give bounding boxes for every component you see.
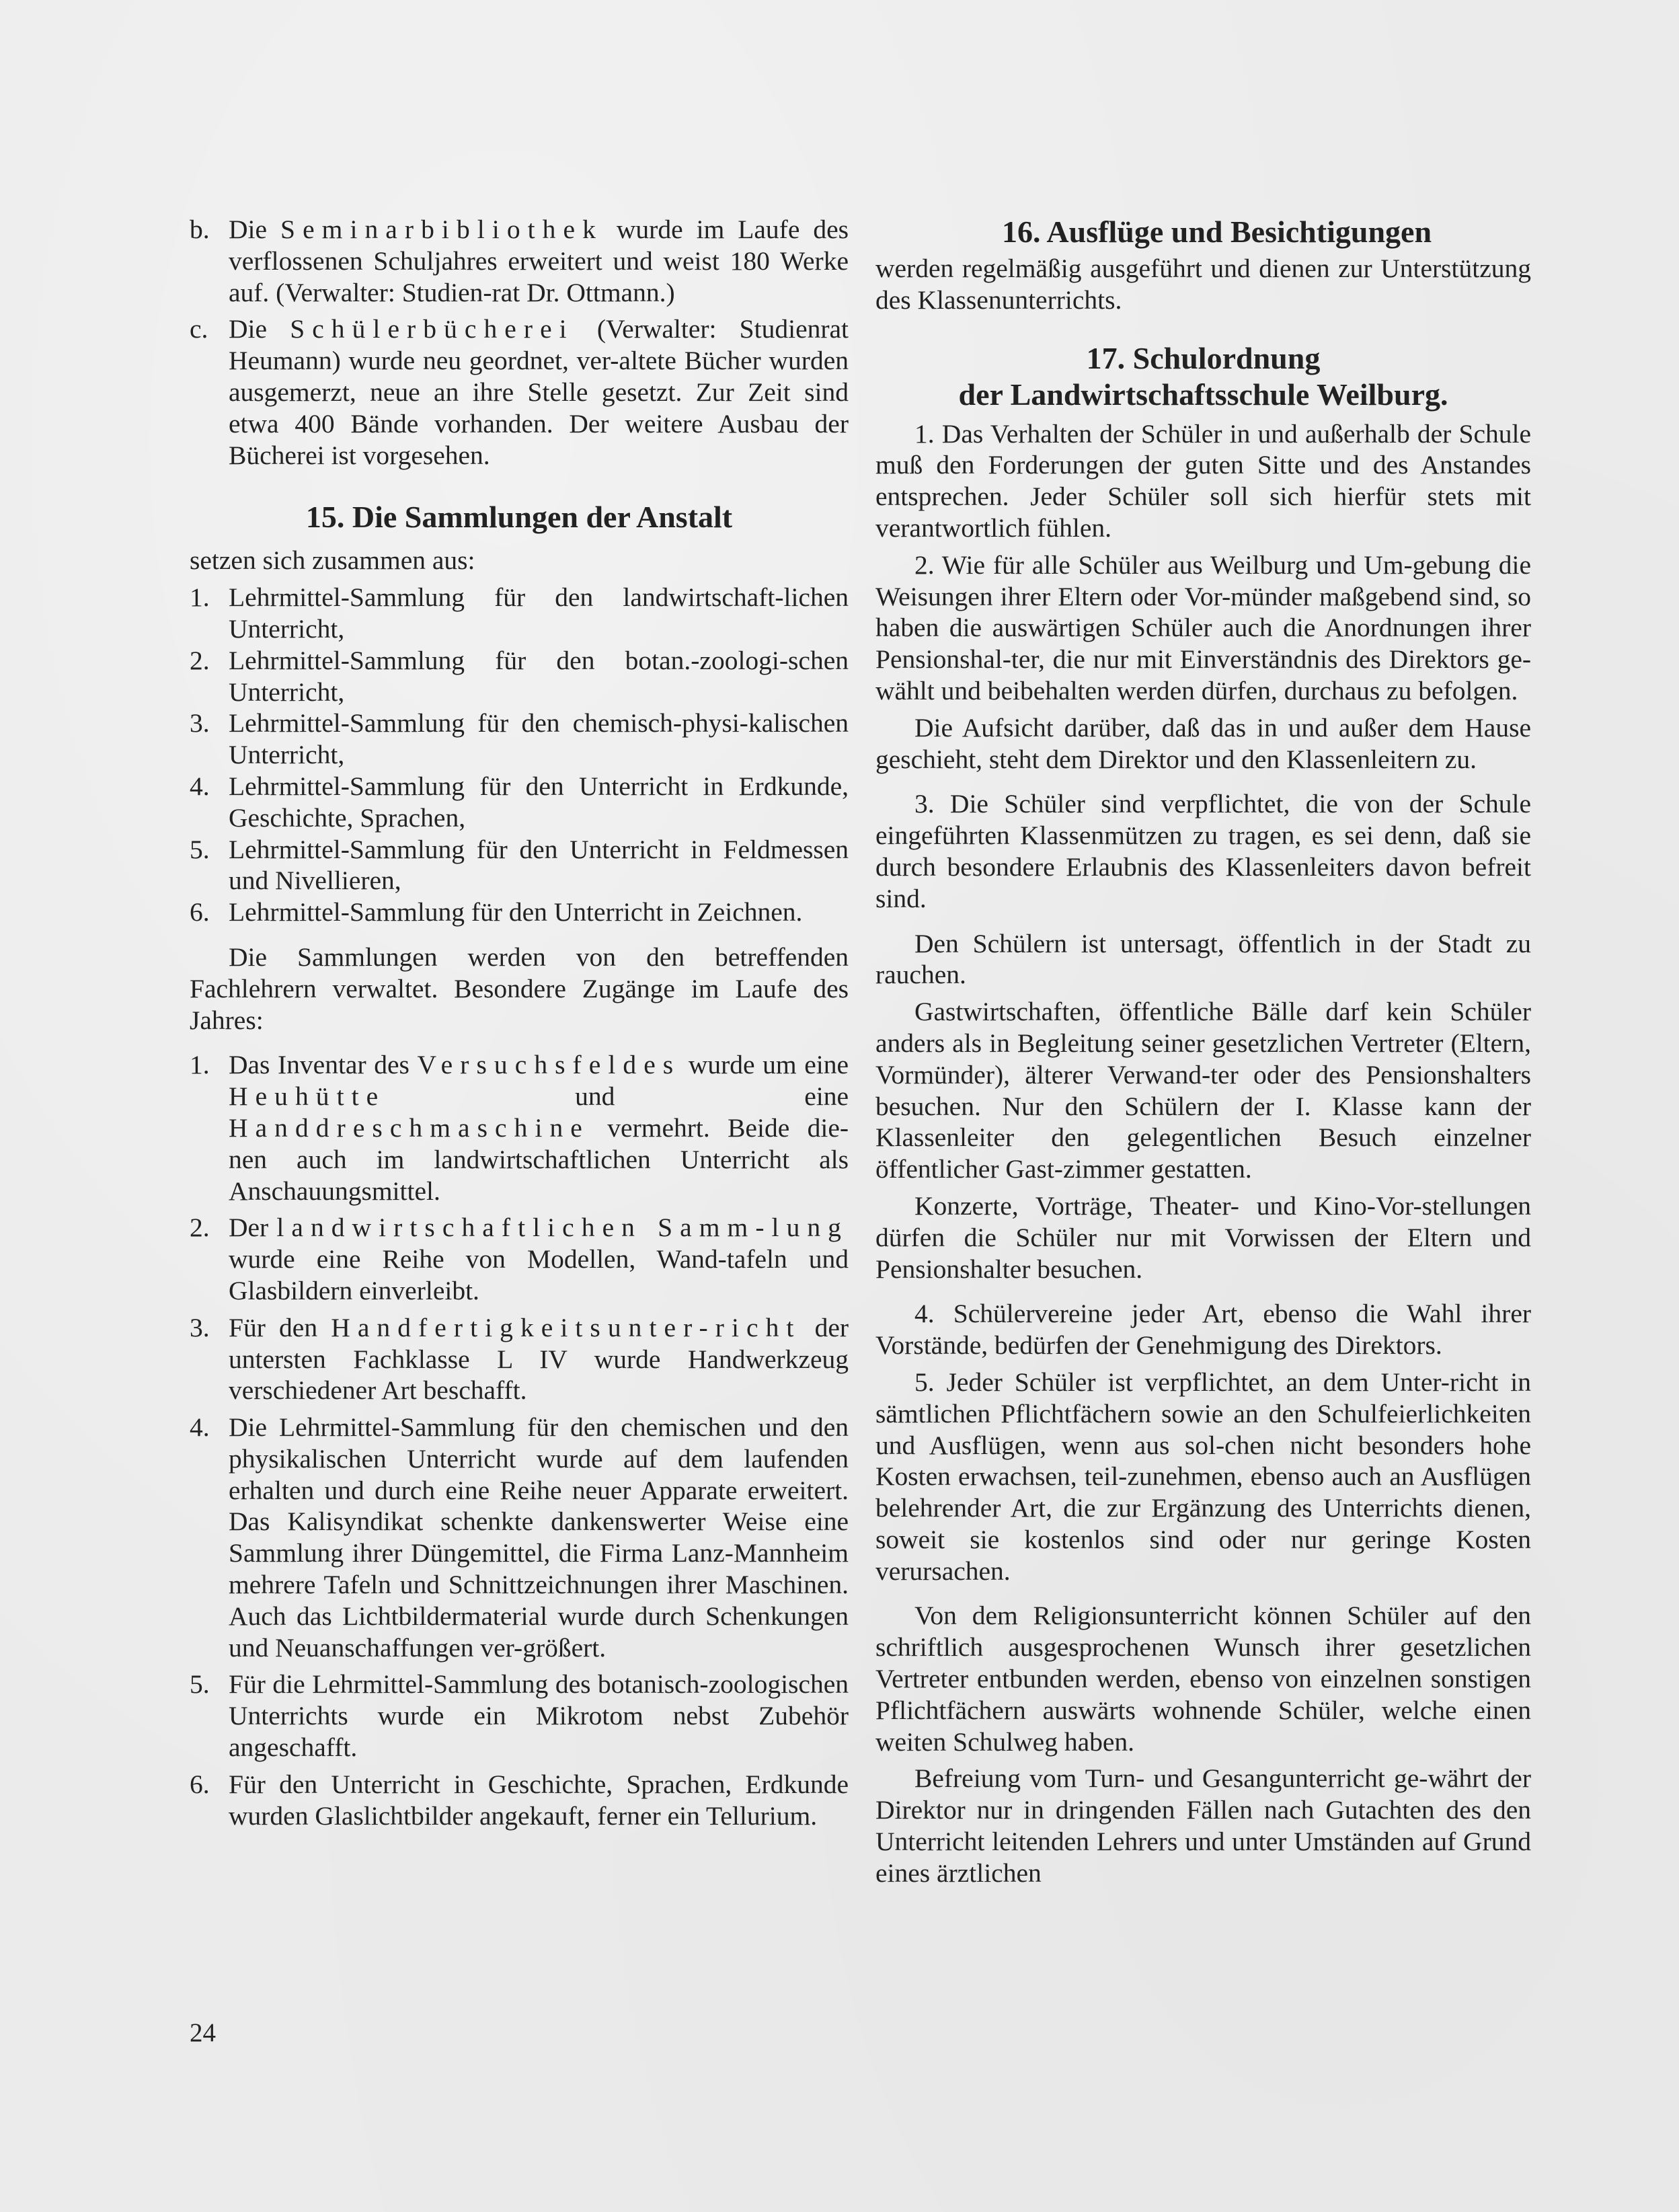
list-text: Lehrmittel-Sammlung für den landwirtschaft-lichen Unterricht, — [229, 582, 849, 644]
additions-list — [190, 1049, 849, 1831]
rule-paragraph: 5. Jeder Schüler ist verpflichtet, an dem Unter-richt in sämtlichen Pflichtfächern sowie an den Schulfeierlichkeiten und Ausflügen, wenn aus sol-chen nicht besonders hohe Kosten erwachsen, teil-zunehmen, ebenso auch an Ausflügen belehrender Art, die zur Ergänzung des Unterrichts dienen, soweit sie kostenlos sind oder nur geringe Kosten verursachen. — [875, 1367, 1531, 1586]
section-17-subheading: der Landwirtschaftsschule Weilburg. — [958, 377, 1448, 412]
list-item — [190, 1212, 849, 1306]
item-b-seminarbibliothek — [190, 214, 849, 308]
item-label: b. — [190, 215, 210, 244]
section-16-text: werden regelmäßig ausgeführt und dienen zur Unterstützung des Klassenunterrichts. — [875, 254, 1531, 315]
list-item — [190, 1769, 849, 1832]
list-number: 6. — [190, 1769, 210, 1799]
list-number: 5. — [190, 834, 210, 864]
right-column — [875, 214, 1531, 1889]
list-text: vermehrt. Beide die-nen auch im landwirtschaftlichen Unterricht als Anschauungsmittel. — [229, 1112, 849, 1206]
list-number: 1. — [190, 1050, 210, 1080]
spaced-term: Handfertigkeitsunter-richt — [331, 1312, 802, 1342]
list-number: 2. — [190, 645, 210, 675]
item-c-schuelerbuecherei — [190, 313, 849, 471]
list-item — [190, 1312, 849, 1406]
list-number: 6. — [190, 897, 210, 927]
spaced-term: Handdreschmaschine — [229, 1112, 590, 1143]
list-text: Für den — [229, 1312, 318, 1342]
collections-paragraph: Die Sammlungen werden von den betreffenden Fachlehrern verwaltet. Besondere Zugänge im Laufe des Jahres: — [190, 942, 849, 1035]
list-text: Lehrmittel-Sammlung für den botan.-zoologi-schen Unterricht, — [229, 645, 849, 707]
list-item — [190, 582, 849, 645]
rule-paragraph: Gastwirtschaften, öffentliche Bälle darf kein Schüler anders als in Begleitung seiner gesetzlichen Vertreter (Eltern, Vormünder), älterer Verwand-ter oder des Pensionshalters besuchen. Nur den Schülern der I. Klasse kann der Klassenleiter den gelegentlichen Besuch einzelner öffentlicher Gast-zimmer gestatten. — [875, 997, 1531, 1184]
list-item — [190, 1049, 849, 1207]
list-number: 4. — [190, 771, 210, 801]
list-number: 4. — [190, 1412, 210, 1443]
list-number: 5. — [190, 1669, 210, 1700]
item-label: c. — [190, 314, 208, 344]
rule-paragraph: 4. Schülervereine jeder Art, ebenso die Wahl ihrer Vorstände, bedürfen der Genehmigung des Direktors. — [875, 1299, 1531, 1361]
list-text: Das Inventar des — [229, 1050, 409, 1080]
list-number: 3. — [190, 708, 210, 738]
spaced-term: Versuchsfeldes — [417, 1050, 681, 1080]
spaced-term: Heuhütte — [229, 1081, 386, 1112]
list-item — [190, 1669, 849, 1763]
spaced-term: Schülerbücherei — [290, 314, 574, 344]
rule-paragraph: Den Schülern ist untersagt, öffentlich in der Stadt zu rauchen. — [875, 928, 1531, 990]
list-text: wurde um eine — [688, 1050, 849, 1080]
rule-paragraph: Die Aufsicht darüber, daß das in und außer dem Hause geschieht, steht dem Direktor und den Klassenleitern zu. — [875, 712, 1531, 774]
rule-paragraph: Befreiung vom Turn- und Gesangunterricht ge-währt der Direktor nur in dringenden Fällen nach Gutachten des den Unterricht leitenden Lehrers und unter Umständen auf Grund eines ärztlichen — [875, 1763, 1531, 1888]
list-number: 3. — [190, 1312, 210, 1342]
item-text: wurde im Laufe des verflossenen Schuljahres erweitert und weist 180 Werke auf. (Verwalter: Studien-rat Dr. Ottmann.) — [229, 215, 849, 307]
list-item — [190, 834, 849, 897]
spaced-term: landwirtschaftlichen Samm-lung — [276, 1213, 849, 1243]
page-number: 24 — [190, 2018, 216, 2047]
list-item — [190, 645, 849, 708]
list-item — [190, 771, 849, 834]
item-lead: Die — [229, 314, 268, 344]
list-text: Lehrmittel-Sammlung für den Unterricht in Zeichnen. — [229, 897, 803, 927]
list-text: Für die Lehrmittel-Sammlung des botanisch-zoologischen Unterrichts wurde ein Mikrotom nebst Zubehör angeschafft. — [229, 1669, 849, 1763]
item-text: (Verwalter: Studienrat Heumann) wurde neu geordnet, ver-altete Bücher wurden ausgemerzt, neue an ihre Stelle gesetzt. Zur Zeit sind etwa 400 Bände vorhanden. Der weitere Ausbau der Bücherei ist vorgesehen. — [229, 314, 849, 470]
list-text: Lehrmittel-Sammlung für den chemisch-physi-kalischen Unterricht, — [229, 708, 849, 770]
section-15-heading: 15. Die Sammlungen der Anstalt — [305, 500, 733, 535]
list-text: wurde eine Reihe von Modellen, Wand-tafeln und Glasbildern einverleibt. — [229, 1244, 849, 1305]
rule-paragraph: Von dem Religionsunterricht können Schüler auf den schriftlich ausgesprochenen Wunsch ihrer gesetzlichen Vertreter entbunden werden, ebenso von einzelnen sonstigen Pflichtfächern auswärts wohnende Schüler, welche einen weiten Schulweg haben. — [875, 1601, 1531, 1757]
list-text: Der — [229, 1213, 269, 1243]
list-text: Lehrmittel-Sammlung für den Unterricht in Erdkunde, Geschichte, Sprachen, — [229, 771, 849, 833]
list-text: Die Lehrmittel-Sammlung für den chemischen und den physikalischen Unterricht wurde auf dem laufenden erhalten und durch eine Reihe neuer Apparate erweitert. Das Kalisyndikat schenkte dankenswerter Weise eine Sammlung ihrer Düngemittel, die Firma Lanz-Mannheim mehrere Tafeln und Schnittzeichnungen ihrer Maschinen. Auch das Lichtbildermaterial wurde durch Schenkungen und Neuanschaffungen ver-größert. — [229, 1412, 849, 1663]
list-text: und eine — [575, 1081, 849, 1112]
list-number: 1. — [190, 582, 210, 613]
section-15-intro: setzen sich zusammen aus: — [190, 545, 475, 576]
rule-paragraph: 1. Das Verhalten der Schüler in und außerhalb der Schule muß den Forderungen der guten Sitte und des Anstandes entsprechen. Jeder Schüler soll sich hierfür stets mit verantwortlich fühlen. — [875, 418, 1531, 543]
list-text: der untersten Fachklasse L IV wurde Handwerkzeug verschiedener Art beschafft. — [229, 1312, 849, 1406]
section-16-heading: 16. Ausflüge und Besichtigungen — [1001, 215, 1432, 249]
spaced-term: Seminarbibliothek — [280, 215, 603, 244]
list-number: 2. — [190, 1213, 210, 1243]
left-column — [190, 214, 849, 1831]
rule-paragraph: 3. Die Schüler sind verpflichtet, die von der Schule eingeführten Klassenmützen zu tragen, es sei denn, daß sie durch besondere Erlaubnis des Klassenleiters davon befreit sind. — [875, 789, 1531, 913]
list-text: Lehrmittel-Sammlung für den Unterricht in Feldmessen und Nivellieren, — [229, 834, 849, 896]
rule-paragraph: Konzerte, Vorträge, Theater- und Kino-Vor-stellungen dürfen die Schüler nur mit Vorwissen der Eltern und Pensionshalter besuchen. — [875, 1190, 1531, 1284]
item-lead: Die — [229, 215, 268, 244]
rule-paragraph: 2. Wie für alle Schüler aus Weilburg und Um-gebung die Weisungen ihrer Eltern oder Vor-münder maßgebend sind, so haben die auswärtigen Schüler auch die Anordnungen ihrer Pensionshal-ter, die nur mit Einverständnis des Direktors ge-wählt und beibehalten werden dürfen, durchaus zu befolgen. — [875, 549, 1531, 705]
list-item — [190, 897, 849, 928]
list-text: Für den Unterricht in Geschichte, Sprachen, Erdkunde wurden Glaslichtbilder angekauft, ferner ein Tellurium. — [229, 1769, 849, 1831]
collections-list — [190, 582, 849, 928]
section-17-heading: 17. Schulordnung — [1086, 340, 1321, 375]
list-item — [190, 708, 849, 771]
list-item — [190, 1412, 849, 1663]
